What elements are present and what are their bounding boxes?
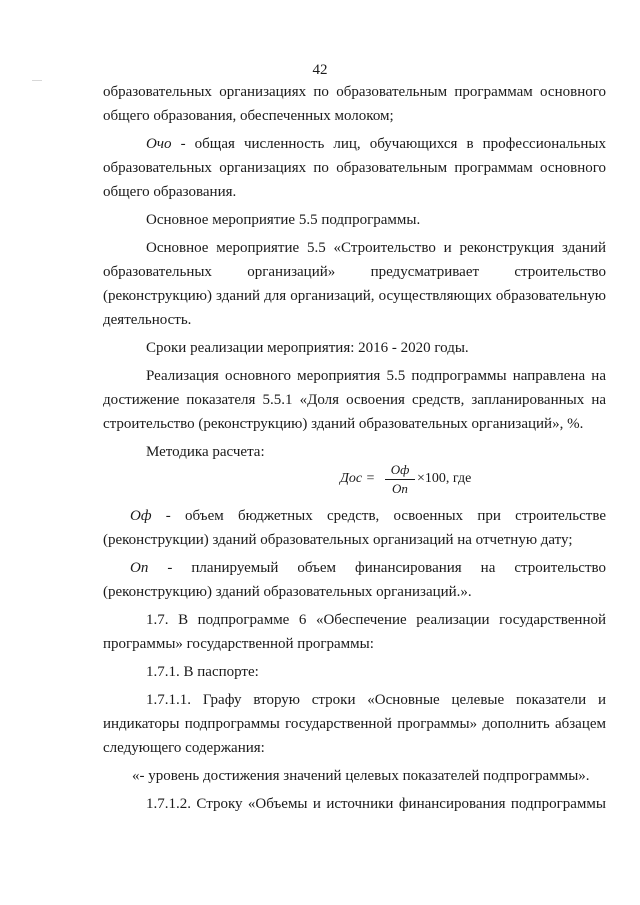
text-line: 1.7.1.1. Графу вторую строки «Основные целевые показатели и — [146, 692, 606, 708]
text-line: Сроки реализации мероприятия: 2016 - 2020 годы. — [146, 340, 469, 356]
text-line: образовательных организациях по образовательным программам основного — [103, 84, 606, 100]
formula-rest: ×100, где — [417, 471, 472, 486]
text-line: индикаторы подпрограммы государственной программы» дополнить абзацем — [103, 716, 606, 732]
text-line: общего образования. — [103, 184, 237, 200]
text-line: деятельность. — [103, 312, 192, 328]
text-line — [130, 506, 606, 526]
text-line — [130, 558, 606, 578]
text-line: 1.7. В подпрограмме 6 «Обеспечение реализации государственной — [146, 612, 606, 628]
text-line: Методика расчета: — [146, 444, 265, 460]
formula-lhs: Дос = — [340, 471, 376, 486]
term-definition: - планируемый объем финансирования на строительство — [148, 560, 606, 576]
text-line: Основное мероприятие 5.5 подпрограммы. — [146, 212, 421, 228]
text-line: строительство (реконструкцию) зданий образовательных организаций», %. — [103, 416, 584, 432]
formula-numerator: Оф — [390, 462, 410, 477]
text-line: общего образования, обеспеченных молоком; — [103, 108, 394, 124]
page-number: 42 — [312, 62, 328, 78]
text-line: следующего содержания: — [103, 740, 265, 756]
term-ocho: Очо — [146, 136, 172, 152]
text-line: Основное мероприятие 5.5 «Строительство и реконструкция зданий — [146, 240, 606, 256]
text-line — [146, 134, 606, 154]
term-definition: - общая численность лиц, обучающихся в профессиональных — [171, 136, 606, 152]
text-line: 1.7.1.2. Строку «Объемы и источники финансирования подпрограммы — [146, 796, 606, 812]
text-line: (реконструкцию) зданий для организаций, осуществляющих образовательную — [103, 288, 606, 304]
fraction-bar — [385, 479, 415, 480]
text-line: (реконструкцию) зданий образовательных организаций.». — [103, 584, 472, 600]
text-line: «- уровень достижения значений целевых показателей подпрограммы». — [132, 768, 590, 784]
text-line: Реализация основного мероприятия 5.5 подпрограммы направлена на — [146, 368, 606, 384]
formula-denominator: Оп — [392, 481, 408, 496]
text-line: образовательных организациях по образовательным программам основного — [103, 160, 606, 176]
text-line: образовательных организаций» предусматривает строительство — [103, 264, 606, 280]
term-definition: - объем бюджетных средств, освоенных при строительстве — [151, 508, 606, 524]
scan-mark — [32, 80, 42, 81]
formula-fraction — [385, 462, 415, 497]
term-op: Оп — [130, 560, 149, 576]
text-line: (реконструкции) зданий образовательных организаций на отчетную дату; — [103, 532, 573, 548]
text-line: достижение показателя 5.5.1 «Доля освоения средств, запланированных на — [103, 392, 606, 408]
text-line: 1.7.1. В паспорте: — [146, 664, 259, 680]
term-of: Оф — [130, 508, 152, 524]
text-line: программы» государственной программы: — [103, 636, 374, 652]
